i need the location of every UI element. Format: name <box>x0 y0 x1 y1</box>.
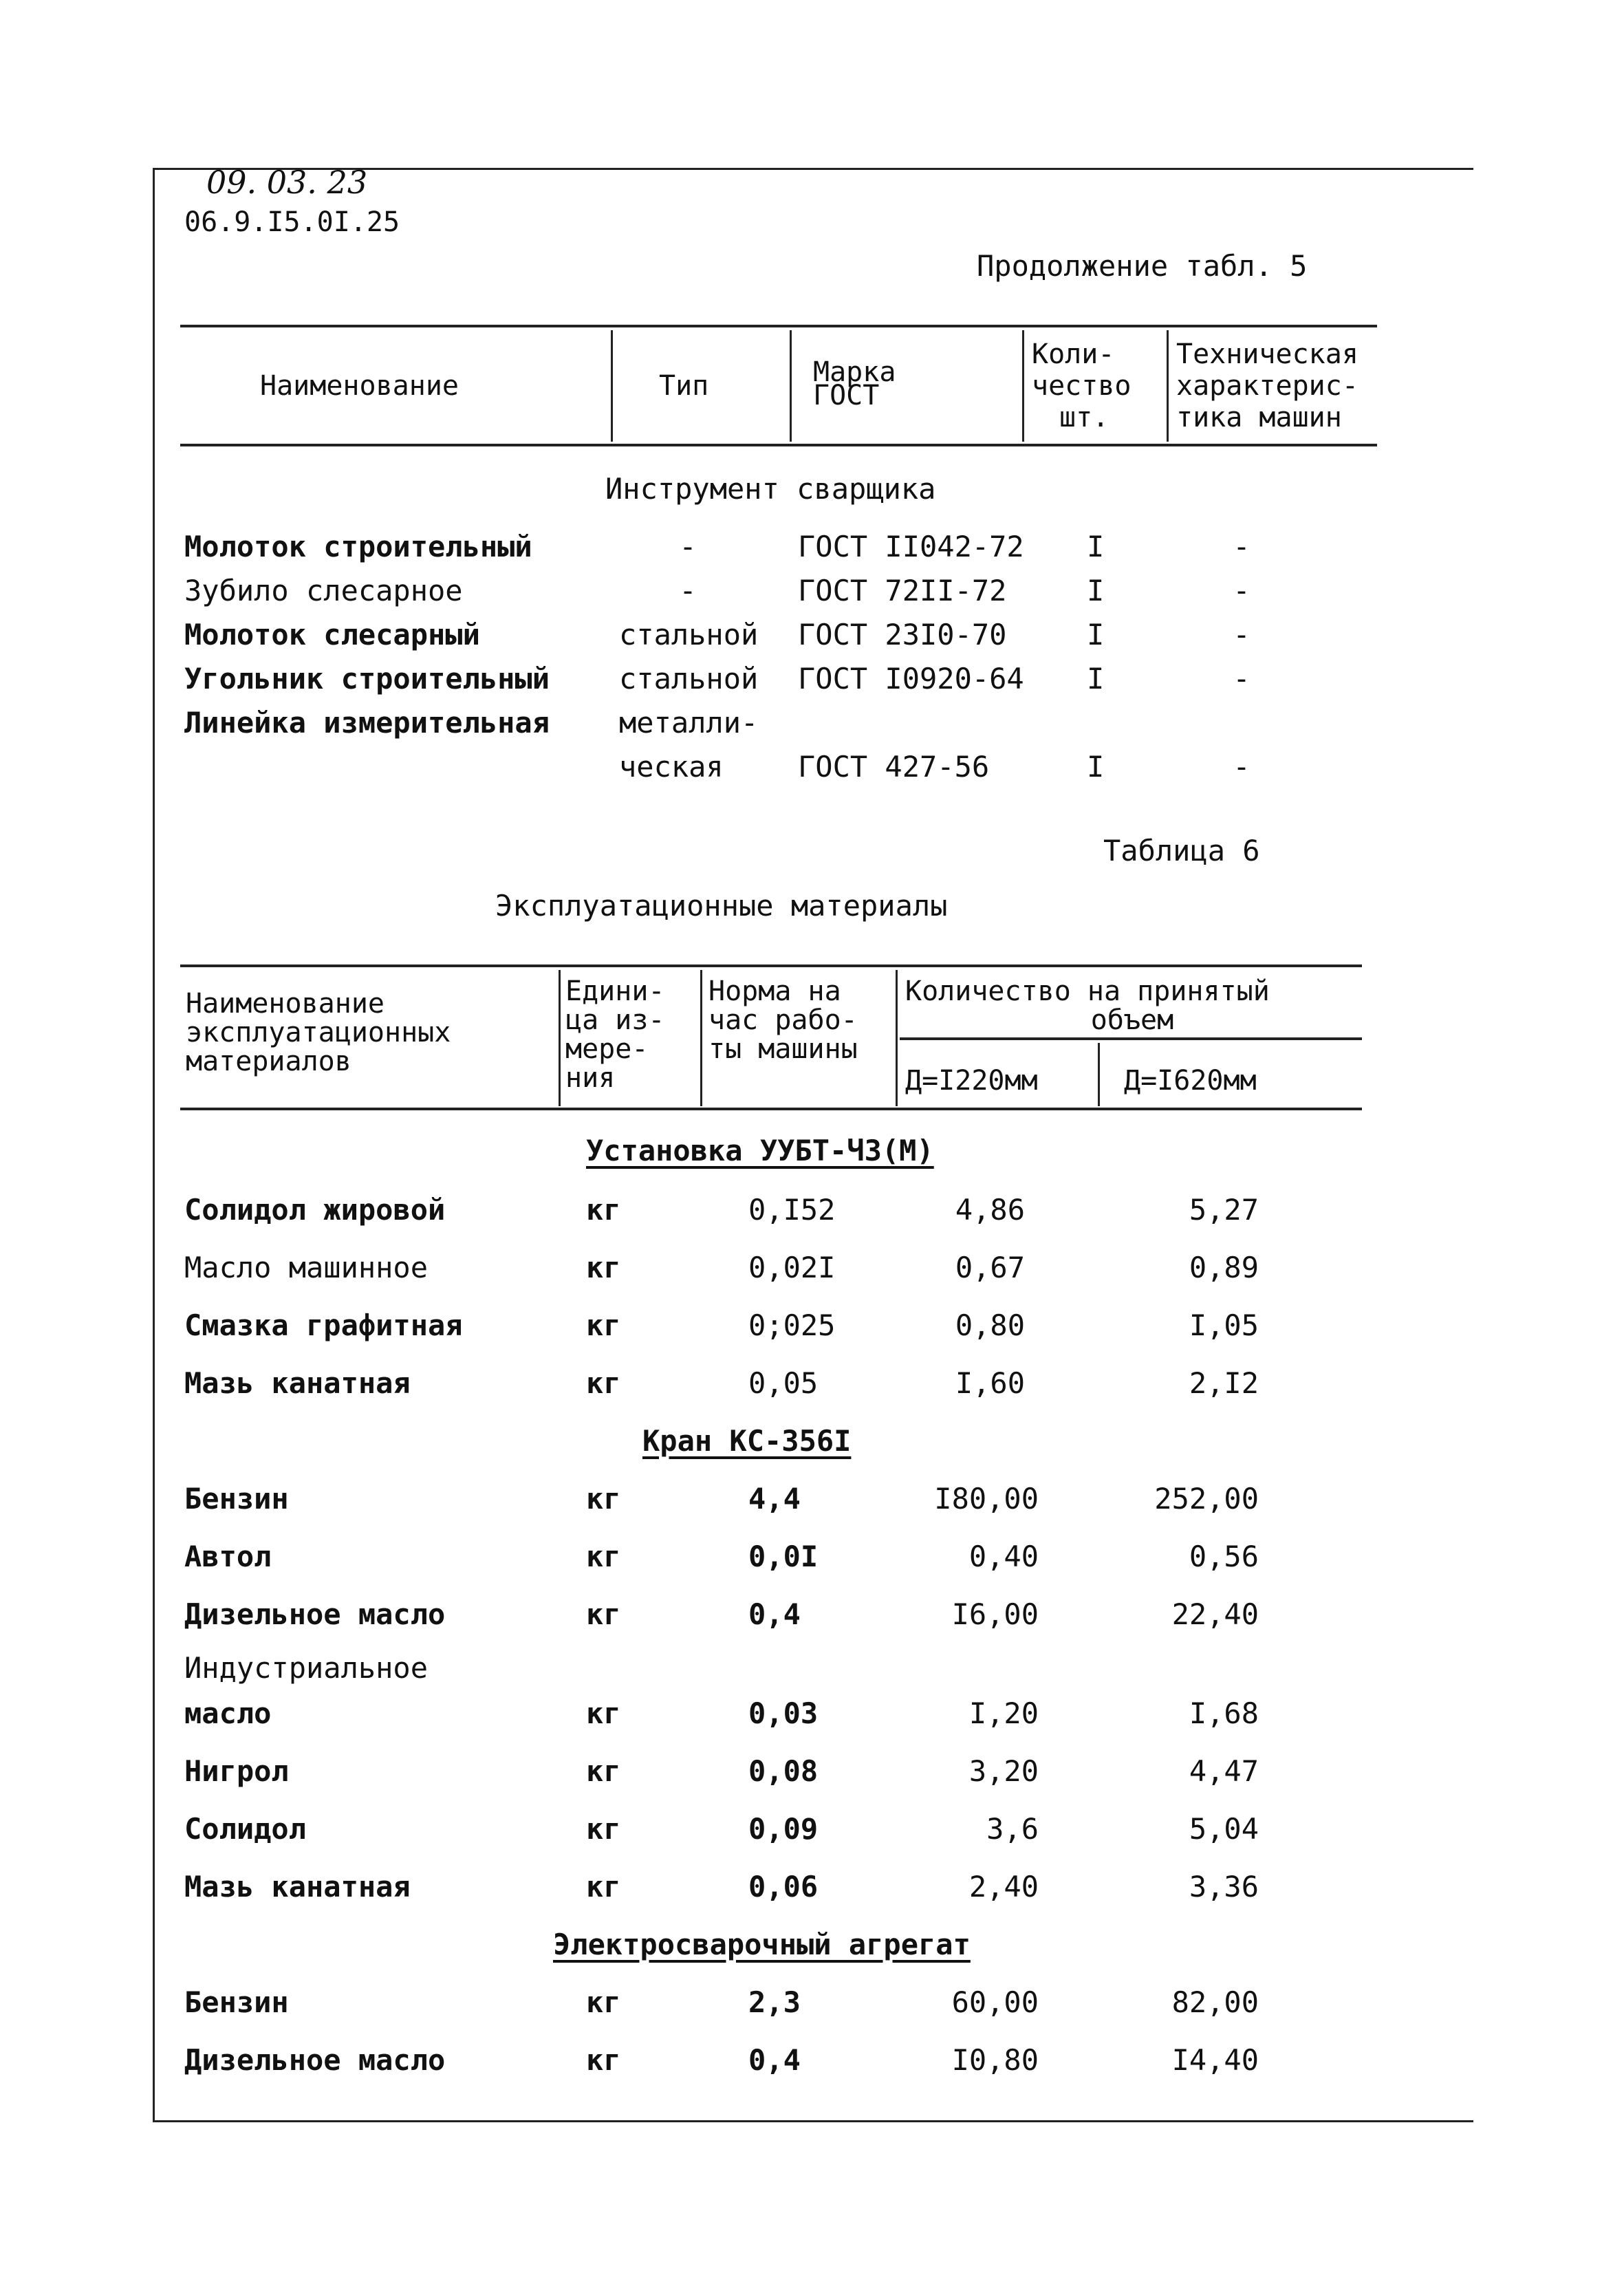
t6-row-unit: кг <box>586 1251 621 1284</box>
t6-row-norm: 0,02I <box>748 1251 836 1284</box>
t5-row-tech: - <box>1233 574 1251 607</box>
t6-row-unit: кг <box>586 1696 621 1730</box>
table6-label: Таблица 6 <box>1103 834 1260 867</box>
t5-row-name: Угольник строительный <box>184 662 550 696</box>
t6-row-norm: 0,0I <box>748 1540 819 1573</box>
t6-row-d2: 5,27 <box>1189 1193 1259 1227</box>
t6-row-d1: 2,40 <box>968 1870 1039 1904</box>
t5-header-name: Наименование <box>260 370 459 402</box>
t6-row-name: Дизельное масло <box>184 1597 446 1631</box>
t5-row-qty: I <box>1087 618 1105 651</box>
table6-col-divider <box>559 970 561 1106</box>
t5-row-gost: ГОСТ 72II-72 <box>798 574 1007 607</box>
t6-row-d2: 0,56 <box>1189 1540 1259 1573</box>
table5-col-divider <box>1022 330 1024 442</box>
t6-section-title: Установка УУБТ-ЧЗ(М) <box>586 1134 934 1167</box>
t5-row-type-1: металли- <box>619 706 759 740</box>
t6-header-norm-1: Норма на <box>708 975 841 1007</box>
t6-row-d1: 0,40 <box>968 1540 1039 1573</box>
t6-row-norm: 0,4 <box>748 1597 801 1631</box>
t6-row-d1: 3,20 <box>968 1754 1039 1788</box>
t6-row-norm: 4,4 <box>748 1482 801 1516</box>
t5-row-type: стальной <box>619 618 759 651</box>
t5-row-qty: I <box>1087 530 1105 563</box>
table5-col-divider <box>790 330 792 442</box>
t6-row-d1: 0,67 <box>955 1251 1025 1284</box>
page-border-left <box>153 168 155 2122</box>
t6-header-unit-2: ца из- <box>565 1004 665 1036</box>
t6-row-norm: 0,09 <box>748 1812 819 1846</box>
t6-row-d1: I,20 <box>968 1696 1039 1730</box>
t5-row-name: Молоток строительный <box>184 530 532 563</box>
t6-row-unit: кг <box>586 1812 621 1846</box>
t6-row-name: Мазь канатная <box>184 1870 411 1904</box>
table6-col-divider <box>1098 1043 1100 1106</box>
t6-row-name: Солидол <box>184 1812 307 1846</box>
t6-row-d2: 22,40 <box>1171 1597 1259 1631</box>
t6-row-name: Мазь канатная <box>184 1366 411 1400</box>
t6-row-name: Дизельное масло <box>184 2043 446 2077</box>
t6-row-unit: кг <box>586 1754 621 1788</box>
t6-row-name: Солидол жировой <box>184 1193 446 1227</box>
t6-section-title: Кран КС-356I <box>642 1424 852 1458</box>
table6-col-divider <box>700 970 702 1106</box>
t5-row-gost: ГОСТ II042-72 <box>798 530 1024 563</box>
t5-row-type: - <box>679 530 697 563</box>
t5-row-type: - <box>679 574 697 607</box>
t5-row-tech: - <box>1233 750 1251 784</box>
page-border-bottom <box>153 2120 1473 2122</box>
handwritten-code: 09. 03. 23 <box>206 164 368 201</box>
t6-row-name: Масло машинное <box>184 1251 429 1284</box>
t6-row-d2: I,68 <box>1189 1696 1259 1730</box>
t5-row-qty: I <box>1087 750 1105 784</box>
t6-header-d2: Д=I620мм <box>1124 1065 1257 1097</box>
t5-header-qty-2: чество <box>1032 370 1132 402</box>
table5-col-divider <box>611 330 613 442</box>
t5-row-tech: - <box>1233 662 1251 696</box>
t5-row-name: Зубило слесарное <box>184 574 463 607</box>
t6-header-qty-2: объем <box>1090 1004 1174 1036</box>
t5-header-tech-2: характерис- <box>1176 370 1358 402</box>
table5-top-rule <box>180 325 1377 327</box>
t6-row-norm: 0;025 <box>748 1308 836 1342</box>
t5-row-name: Молоток слесарный <box>184 618 480 651</box>
t6-row-d2: 82,00 <box>1171 1985 1259 2019</box>
t5-row-type-2: ческая <box>619 750 724 784</box>
t6-row-name: Бензин <box>184 1985 289 2019</box>
t6-row-name: Смазка графитная <box>184 1308 463 1342</box>
t6-row-unit: кг <box>586 1193 621 1227</box>
document-code: 06.9.I5.0I.25 <box>184 206 400 238</box>
t6-row-name: Автол <box>184 1540 272 1573</box>
t5-row-gost: ГОСТ 427-56 <box>798 750 990 784</box>
table6-top-rule <box>180 964 1362 967</box>
t5-header-mark-1: Марка <box>813 356 896 388</box>
t6-row-d1: I,60 <box>955 1366 1025 1400</box>
t6-row-norm: 2,3 <box>748 1985 801 2019</box>
t6-row-d2: I,05 <box>1189 1308 1259 1342</box>
t6-row-d1: 4,86 <box>955 1193 1025 1227</box>
table-continuation-label: Продолжение табл. 5 <box>977 249 1308 283</box>
table6-subheader-rule <box>900 1037 1362 1040</box>
t6-row-norm: 0,05 <box>748 1366 819 1400</box>
t6-row-norm: 0,03 <box>748 1696 819 1730</box>
t6-row-d2: 4,47 <box>1189 1754 1259 1788</box>
t5-row-tech: - <box>1233 530 1251 563</box>
t6-row-d2: 0,89 <box>1189 1251 1259 1284</box>
t6-row-name-2: масло <box>184 1696 272 1730</box>
t5-header-mark-2: ГОСТ <box>813 380 880 411</box>
t5-header-tech-1: Техническая <box>1176 338 1358 370</box>
t6-header-norm-3: ты машины <box>708 1033 858 1065</box>
t6-row-norm: 0,08 <box>748 1754 819 1788</box>
t6-row-name: Бензин <box>184 1482 289 1516</box>
t6-row-d1: I6,00 <box>951 1597 1039 1631</box>
t6-header-name-1: Наименование <box>186 988 385 1020</box>
t6-header-d1: Д=I220мм <box>905 1065 1038 1097</box>
t5-row-qty: I <box>1087 662 1105 696</box>
t6-row-d1: 3,6 <box>986 1812 1039 1846</box>
t6-header-unit-1: Едини- <box>565 975 665 1007</box>
t6-row-unit: кг <box>586 2043 621 2077</box>
t5-row-qty: I <box>1087 574 1105 607</box>
t5-row-tech: - <box>1233 618 1251 651</box>
t6-row-d1: 0,80 <box>955 1308 1025 1342</box>
t6-row-unit: кг <box>586 1366 621 1400</box>
t6-header-unit-4: ния <box>565 1062 616 1094</box>
table6-title: Эксплуатационные материалы <box>495 889 948 923</box>
t6-row-d1: 60,00 <box>951 1985 1039 2019</box>
t6-header-unit-3: мере- <box>565 1033 649 1065</box>
t5-section-title: Инструмент сварщика <box>605 472 936 506</box>
t6-row-norm: 0,06 <box>748 1870 819 1904</box>
t5-header-tech-3: тика машин <box>1176 402 1342 433</box>
t6-row-unit: кг <box>586 1540 621 1573</box>
t6-row-name: Нигрол <box>184 1754 289 1788</box>
t6-header-name-3: материалов <box>186 1046 351 1077</box>
t6-header-qty-1: Количество на принятый <box>905 975 1270 1007</box>
t6-row-norm: 0,4 <box>748 2043 801 2077</box>
t5-header-type: Тип <box>659 370 709 402</box>
t6-row-unit: кг <box>586 1597 621 1631</box>
table6-col-divider <box>896 970 898 1106</box>
t6-row-d2: 2,I2 <box>1189 1366 1259 1400</box>
t6-row-d2: 3,36 <box>1189 1870 1259 1904</box>
t6-row-norm: 0,I52 <box>748 1193 836 1227</box>
t5-row-gost: ГОСТ 23I0-70 <box>798 618 1007 651</box>
t6-row-d2: I4,40 <box>1171 2043 1259 2077</box>
table5-header-rule <box>180 444 1377 446</box>
t5-header-qty-1: Коли- <box>1032 338 1115 370</box>
t6-header-name-2: эксплуатационных <box>186 1017 451 1048</box>
t6-header-norm-2: час рабо- <box>708 1004 858 1036</box>
t6-row-d1: I80,00 <box>934 1482 1039 1516</box>
t5-header-qty-3: шт. <box>1059 402 1109 433</box>
t6-row-unit: кг <box>586 1985 621 2019</box>
t5-row-gost: ГОСТ I0920-64 <box>798 662 1024 696</box>
table6-header-rule <box>180 1108 1362 1110</box>
t6-row-name-1: Индустриальное <box>184 1651 429 1685</box>
t6-section-title: Электросварочный агрегат <box>553 1928 971 1961</box>
table5-col-divider <box>1167 330 1169 442</box>
t6-row-d2: 5,04 <box>1189 1812 1259 1846</box>
t6-row-d2: 252,00 <box>1154 1482 1259 1516</box>
t6-row-d1: I0,80 <box>951 2043 1039 2077</box>
t5-row-type: стальной <box>619 662 759 696</box>
t6-row-unit: кг <box>586 1482 621 1516</box>
t6-row-unit: кг <box>586 1870 621 1904</box>
t6-row-unit: кг <box>586 1308 621 1342</box>
t5-row-name: Линейка измерительная <box>184 706 550 740</box>
